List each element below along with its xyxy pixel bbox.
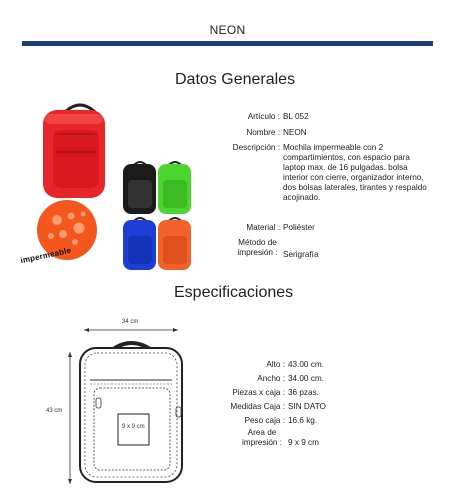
name-label: Nombre : xyxy=(246,128,280,137)
print-area-label: 9 x 9 cm xyxy=(122,424,145,430)
waterproof-badge: impermeable xyxy=(19,245,72,266)
article-value: BL 052 xyxy=(283,112,309,121)
box-size-value: SIN DATO xyxy=(288,402,326,411)
brand-title: NEON xyxy=(209,23,246,37)
description-label: Descripción : xyxy=(232,143,280,152)
specs-section-title: Especificaciones xyxy=(174,284,294,301)
material-label: Material : xyxy=(246,223,280,232)
material-value: Poliéster xyxy=(283,223,315,232)
description-value: Mochila impermeable con 2 compartimientos, con espacio para laptop max. de 16 pulgadas. bolsa interior con cierre, organizador interno, dos bolsas laterales, tirantes y respaldo acojinado. xyxy=(283,143,427,202)
print-area-spec-label: Area de impresión : xyxy=(241,428,283,447)
print-method-label: Método de impresión : xyxy=(237,238,278,257)
general-section-title: Datos Generales xyxy=(175,71,296,88)
green-backpack-image xyxy=(158,162,191,214)
box-size-label: Medidas Caja : xyxy=(230,402,285,411)
pieces-value: 36 pzas. xyxy=(288,388,319,397)
width-value: 34.00 cm. xyxy=(288,374,324,383)
article-label: Artículo : xyxy=(247,112,280,121)
print-method-value: Serigrafía xyxy=(283,250,319,259)
width-dimension-label: 34 cm xyxy=(122,319,139,325)
header-divider xyxy=(22,41,433,46)
blue-backpack-image xyxy=(123,218,156,270)
orange-backpack-image xyxy=(158,218,191,270)
red-backpack-image xyxy=(43,105,105,198)
height-dimension-label: 43 cm xyxy=(46,408,63,414)
height-value: 43.00 cm. xyxy=(288,360,324,369)
black-backpack-image xyxy=(123,162,156,214)
width-label: Ancho : xyxy=(257,374,285,383)
box-weight-value: 16.6 kg. xyxy=(288,416,318,425)
print-area-spec-value: 9 x 9 cm xyxy=(288,438,319,447)
box-weight-label: Peso caja : xyxy=(244,416,285,425)
height-label: Alto : xyxy=(266,360,285,369)
backpack-diagram xyxy=(60,322,200,487)
name-value: NEON xyxy=(283,128,307,137)
pieces-label: Piezas x caja : xyxy=(232,388,285,397)
